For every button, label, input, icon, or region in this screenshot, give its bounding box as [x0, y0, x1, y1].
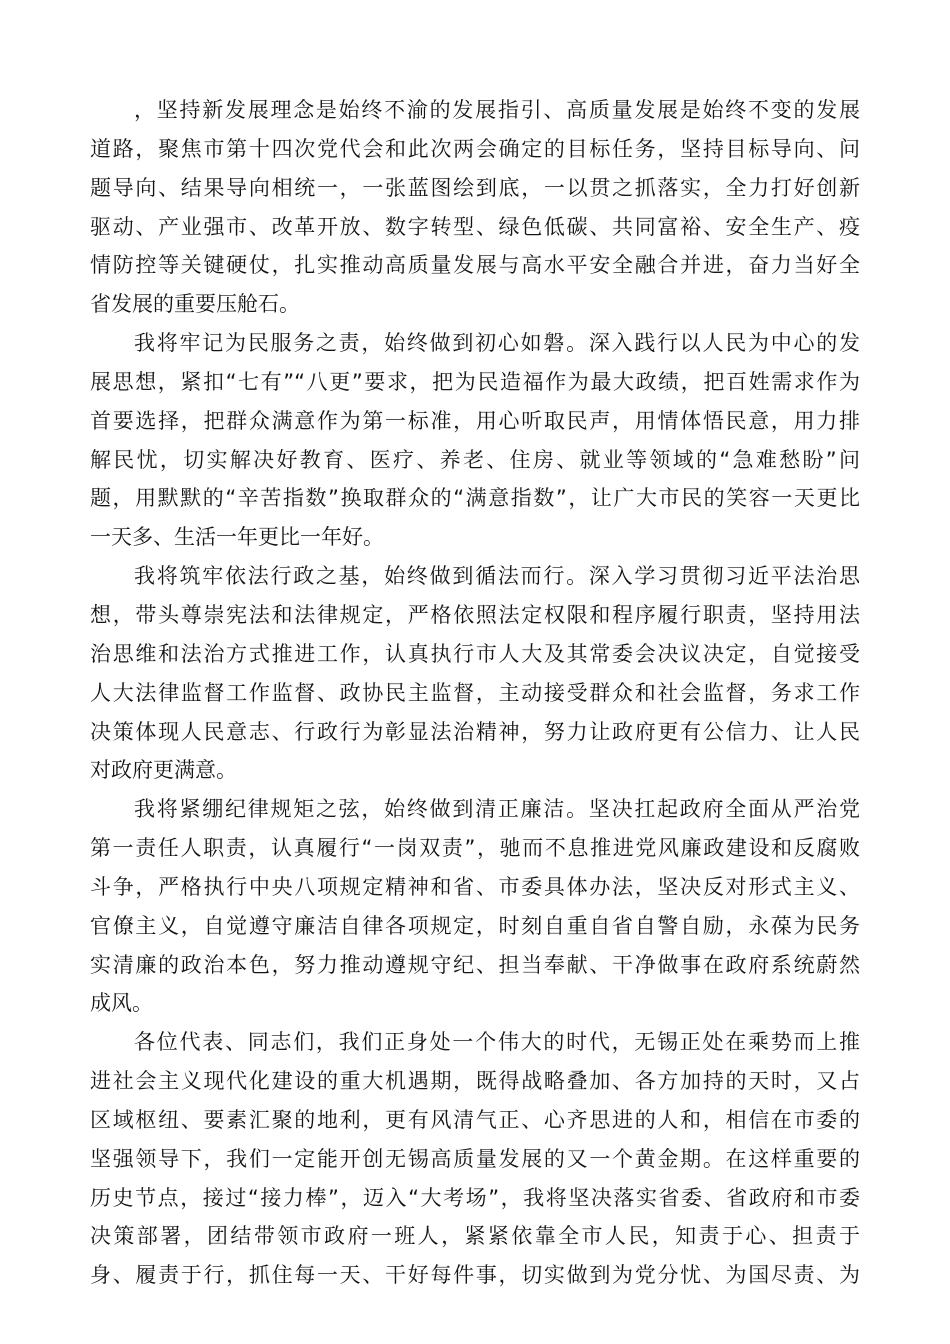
text-line: 历史节点，接过“接力棒”，迈入“大考场”，我将坚决落实省委、省政府和市委	[90, 1185, 860, 1210]
text-line: 我将筑牢依法行政之基，始终做到循法而行。深入学习贯彻习近平法治思	[134, 564, 860, 589]
paragraph-discipline	[90, 790, 860, 1023]
text-line: 成风。	[90, 991, 153, 1016]
text-line: 第一责任人职责，认真履行“一岗双责”，驰而不息推进党风廉政建设和反腐败	[90, 836, 860, 861]
text-line: 解民忧，切实解决好教育、医疗、养老、住房、就业等领域的“急难愁盼”问	[90, 447, 860, 472]
text-line: 对政府更满意。	[90, 758, 237, 783]
text-line: 想，带头尊崇宪法和法律规定，严格依照法定权限和程序履行职责，坚持用法	[90, 602, 860, 627]
text-line: 决策部署，团结带领市政府一班人，紧紧依靠全市人民，知责于心、担责于	[90, 1224, 860, 1249]
text-line: 身、履责于行，抓住每一天、干好每件事，切实做到为党分忧、为国尽责、为	[90, 1263, 860, 1288]
text-line: 实清廉的政治本色，努力推动遵规守纪、担当奉献、干净做事在政府系统蔚然	[90, 952, 860, 977]
text-line: 人大法律监督工作监督、政协民主监督，主动接受群众和社会监督，务求工作	[90, 680, 860, 705]
text-line: 治思维和法治方式推进工作，认真执行市人大及其常委会决议决定，自觉接受	[90, 641, 860, 666]
paragraph-serve-people	[90, 324, 860, 557]
document-body	[90, 91, 860, 1295]
text-line: ，坚持新发展理念是始终不渝的发展指引、高质量发展是始终不变的发展	[134, 98, 860, 122]
text-line: 驱动、产业强市、改革开放、数字转型、绿色低碳、共同富裕、安全生产、疫	[90, 214, 860, 239]
text-line: 决策体现人民意志、行政行为彰显法治精神，努力让政府更有公信力、让人民	[90, 719, 860, 744]
paragraph-closing	[90, 1023, 860, 1295]
text-line: 展思想，紧扣“七有”“八更”要求，把为民造福作为最大政绩，把百姓需求作为	[90, 369, 860, 394]
text-line: 我将牢记为民服务之责，始终做到初心如磐。深入践行以人民为中心的发	[134, 331, 860, 356]
text-line: 首要选择，把群众满意作为第一标准，用心听取民声，用情体悟民意，用力排	[90, 408, 860, 433]
text-line: 官僚主义，自觉遵守廉洁自律各项规定，时刻自重自省自警自励，永葆为民务	[90, 913, 860, 938]
text-line: 省发展的重要压舱石。	[90, 292, 300, 317]
text-line: 进社会主义现代化建设的重大机遇期，既得战略叠加、各方加持的天时，又占	[90, 1069, 860, 1094]
text-line: 各位代表、同志们，我们正身处一个伟大的时代，无锡正处在乘势而上推	[134, 1030, 860, 1055]
text-line: 题导向、结果导向相统一，一张蓝图绘到底，一以贯之抓落实，全力打好创新	[90, 175, 860, 200]
text-line: 一天多、生活一年更比一年好。	[90, 525, 384, 550]
text-line: 题，用默默的“辛苦指数”换取群众的“满意指数”，让广大市民的笑容一天更比	[90, 486, 860, 511]
text-line: 斗争，严格执行中央八项规定精神和省、市委具体办法，坚决反对形式主义、	[90, 874, 860, 899]
paragraph-rule-of-law	[90, 557, 860, 790]
text-line: 道路，聚焦市第十四次党代会和此次两会确定的目标任务，坚持目标导向、问	[90, 136, 860, 161]
text-line: 我将紧绷纪律规矩之弦，始终做到清正廉洁。坚决扛起政府全面从严治党	[134, 797, 860, 822]
text-line: 坚强领导下，我们一定能开创无锡高质量发展的又一个黄金期。在这样重要的	[90, 1146, 860, 1171]
text-line: 情防控等关键硬仗，扎实推动高质量发展与高水平安全融合并进，奋力当好全	[90, 253, 860, 278]
text-line: 区域枢纽、要素汇聚的地利，更有风清气正、心齐思进的人和，相信在市委的	[90, 1107, 860, 1132]
paragraph-development-path	[90, 91, 860, 324]
